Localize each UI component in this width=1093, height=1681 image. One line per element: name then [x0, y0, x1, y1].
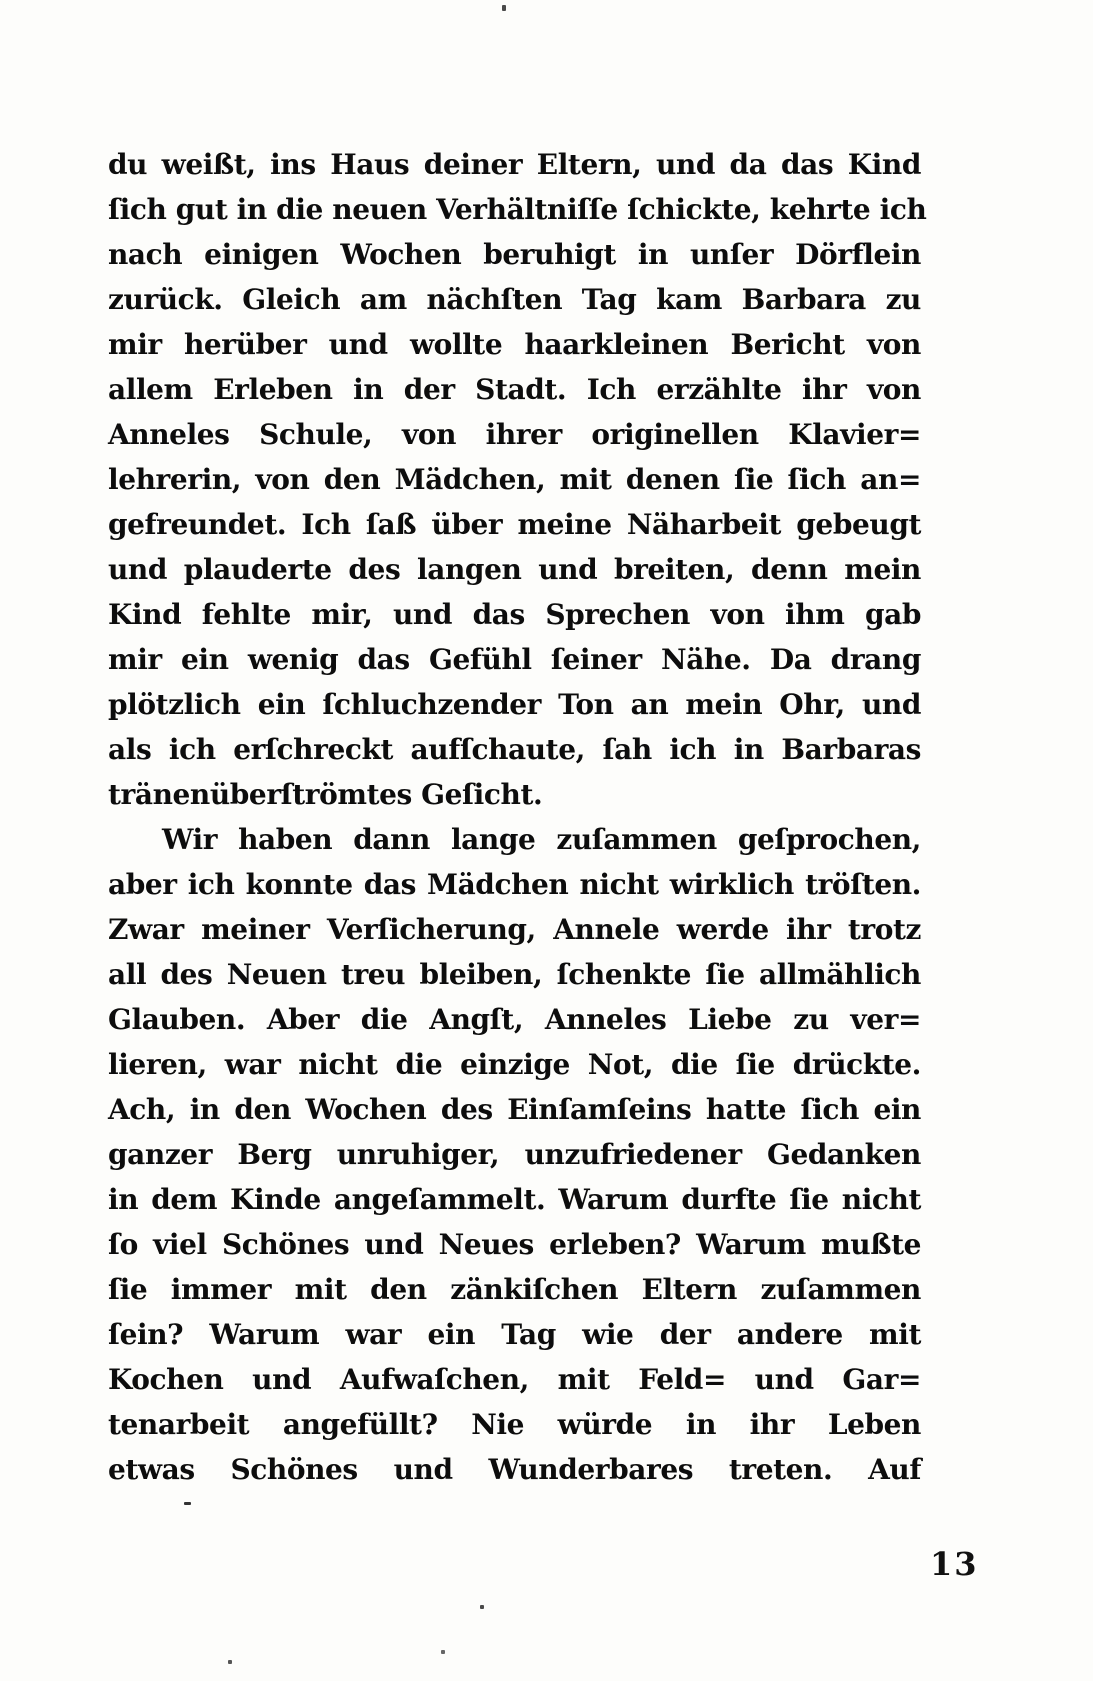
text-block — [108, 142, 927, 1492]
text-line: plötzlich ein ſchluchzender Ton an mein Ohr, und — [108, 688, 921, 721]
text-line-paragraph-start: Wir haben dann lange zuſammen geſprochen, — [162, 823, 921, 856]
text-line: lieren, war nicht die einzige Not, die ſie drückte. — [108, 1048, 921, 1081]
text-line: in dem Kinde angeſammelt. Warum durfte ſie nicht — [108, 1183, 921, 1216]
text-line: gefreundet. Ich ſaß über meine Näharbeit gebeugt — [108, 508, 921, 541]
text-line: all des Neuen treu bleiben, ſchenkte ſie allmählich — [108, 958, 921, 991]
text-line-paragraph-end: tränenüberſtrömtes Geſicht. — [108, 778, 543, 811]
scan-speck — [502, 5, 506, 11]
text-line: ſo viel Schönes und Neues erleben? Warum mußte — [108, 1228, 921, 1261]
text-line: lehrerin, von den Mädchen, mit denen ſie ſich an= — [108, 463, 921, 496]
text-line: ſie immer mit den zänkiſchen Eltern zuſammen — [108, 1273, 921, 1306]
text-line: zurück. Gleich am nächſten Tag kam Barbara zu — [108, 283, 921, 316]
text-line: etwas Schönes und Wunderbares treten. Auf — [108, 1453, 921, 1486]
text-line: Anneles Schule, von ihrer originellen Klavier= — [108, 418, 921, 451]
scan-speck — [480, 1605, 484, 1609]
text-line: Kochen und Aufwaſchen, mit Feld= und Gar= — [108, 1363, 921, 1396]
text-line: ganzer Berg unruhiger, unzufriedener Gedanken — [108, 1138, 921, 1171]
text-line: nach einigen Wochen beruhigt in unſer Dörflein — [108, 238, 921, 271]
text-line: Ach, in den Wochen des Einſamſeins hatte ſich ein — [108, 1093, 921, 1126]
text-line: und plauderte des langen und breiten, denn mein — [108, 553, 921, 586]
text-line: tenarbeit angefüllt? Nie würde in ihr Leben — [108, 1408, 921, 1441]
text-line: als ich erſchreckt aufſchaute, ſah ich in Barbaras — [108, 733, 921, 766]
text-line: Zwar meiner Verſicherung, Annele werde ihr trotz — [108, 913, 921, 946]
scan-speck — [228, 1660, 232, 1664]
text-line: du weißt, ins Haus deiner Eltern, und da das Kind — [108, 148, 921, 181]
text-line: ſein? Warum war ein Tag wie der andere mit — [108, 1318, 921, 1351]
scan-speck — [441, 1650, 445, 1654]
scan-speck — [184, 1502, 191, 1505]
text-line: Kind fehlte mir, und das Sprechen von ihm gab — [108, 598, 921, 631]
text-line: mir ein wenig das Gefühl ſeiner Nähe. Da drang — [108, 643, 921, 676]
text-line: mir herüber und wollte haarkleinen Bericht von — [108, 328, 921, 361]
text-line: ſich gut in die neuen Verhältniſſe ſchickte, kehrte ich — [108, 193, 927, 226]
text-line: aber ich konnte das Mädchen nicht wirklich tröſten. — [108, 868, 921, 901]
page-number: 13 — [930, 1545, 979, 1583]
text-line: Glauben. Aber die Angſt, Anneles Liebe zu ver= — [108, 1003, 921, 1036]
text-line: allem Erleben in der Stadt. Ich erzählte ihr von — [108, 373, 921, 406]
